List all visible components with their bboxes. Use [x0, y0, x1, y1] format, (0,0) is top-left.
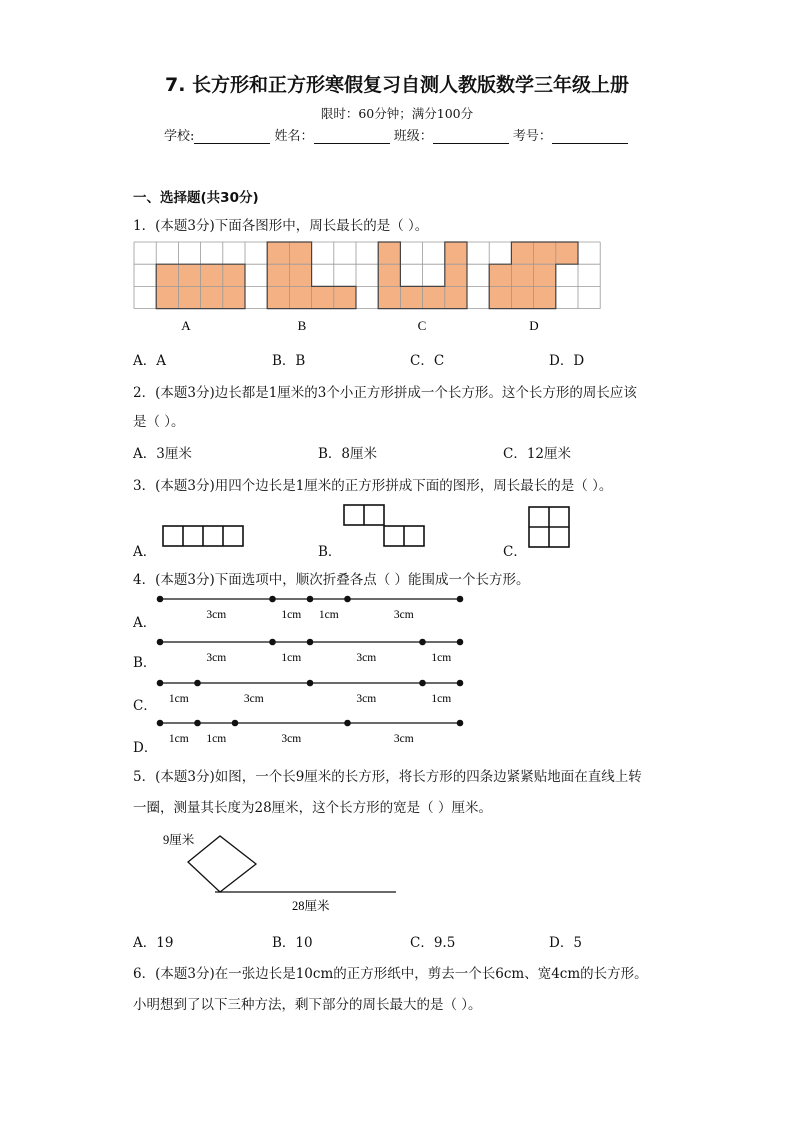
q5-option-d[interactable]: D．5	[549, 935, 582, 951]
q1-shape-d-cell	[489, 264, 511, 286]
question-3-text: 3．(本题3分)用四个边长是1厘米的正方形拼成下面的图形，周长最长的是（ ）。	[133, 478, 613, 494]
q1-shape-d-cell	[534, 264, 556, 286]
q4-point	[457, 680, 464, 687]
q1-shape-a-cell	[223, 264, 245, 286]
q1-fig-label-b: B	[297, 318, 307, 333]
q4-option-c[interactable]: C．	[133, 698, 157, 714]
q5-option-a[interactable]: A．19	[133, 935, 174, 951]
q4-segment-label: 3cm	[356, 652, 377, 664]
q4-segment-label: 1cm	[281, 652, 302, 664]
question-5-line-2: 一圈，测量其长度为28厘米，这个长方形的宽是（ ）厘米。	[133, 800, 492, 816]
q1-shape-d-cell	[489, 286, 511, 308]
q1-shape-d-cell	[556, 242, 578, 264]
q1-shape-b-cell	[289, 242, 311, 264]
q1-shape-c-cell	[445, 242, 467, 264]
q1-fig-label-c: C	[417, 318, 427, 333]
class-label: 班级：	[393, 129, 433, 144]
q4-point	[457, 596, 464, 603]
q4-segment-label: 1cm	[168, 733, 189, 745]
q4-point	[157, 720, 164, 727]
q4-point	[457, 720, 464, 727]
q3-figure-a	[162, 525, 244, 547]
q4-segment-label: 3cm	[393, 609, 414, 621]
question-2-line-2: 是（ ）。	[133, 414, 185, 430]
q4-option-d[interactable]: D．	[133, 740, 158, 756]
q1-shape-a-cell	[178, 286, 200, 308]
q4-point	[157, 639, 164, 646]
q4-segment-label: 1cm	[206, 733, 227, 745]
q3-figure-c	[528, 506, 570, 548]
q4-point	[157, 596, 164, 603]
q4-point	[344, 720, 351, 727]
q4-option-b[interactable]: B．	[133, 655, 157, 671]
student-info-line	[164, 125, 628, 144]
q2-option-b[interactable]: B．8厘米	[318, 446, 378, 462]
q1-shape-d-cell	[511, 242, 533, 264]
q4-segment-label: 3cm	[393, 733, 414, 745]
q4-point	[307, 639, 314, 646]
q4-point	[307, 680, 314, 687]
q3-option-c[interactable]: C．	[503, 544, 527, 560]
q1-shape-c-cell	[445, 286, 467, 308]
q4-segment-label: 1cm	[318, 609, 339, 621]
name-field[interactable]	[314, 130, 390, 144]
q5-label-length: 9厘米	[163, 833, 195, 847]
q4-point	[269, 596, 276, 603]
q1-shape-c-cell	[400, 286, 422, 308]
q4-segment-figures	[150, 590, 480, 750]
q4-point	[344, 596, 351, 603]
time-limit: 限时：60分钟；满分100分	[320, 106, 474, 121]
q1-shape-d-cell	[511, 286, 533, 308]
q1-grid-figure	[134, 242, 604, 342]
q1-shape-d-cell	[534, 242, 556, 264]
q1-shape-c-cell	[378, 264, 400, 286]
q2-option-a[interactable]: A．3厘米	[133, 446, 192, 462]
q4-segment-label: 1cm	[431, 693, 452, 705]
school-label: 学校:	[164, 129, 195, 144]
question-2-line-1: 2．(本题3分)边长都是1厘米的3个小正方形拼成一个长方形。这个长方形的周长应该	[133, 385, 637, 401]
q4-segment-label: 1cm	[281, 609, 302, 621]
q4-option-a[interactable]: A．	[133, 615, 157, 631]
q3-option-b[interactable]: B．	[318, 544, 342, 560]
q4-point	[419, 680, 426, 687]
q1-shape-b-cell	[289, 264, 311, 286]
q1-shape-a-cell	[223, 286, 245, 308]
q4-point	[269, 639, 276, 646]
q1-shape-d-cell	[534, 286, 556, 308]
q1-option-d[interactable]: D．D	[549, 353, 585, 369]
school-field[interactable]	[194, 130, 270, 144]
q4-segment-label: 1cm	[168, 693, 189, 705]
exam-no-field[interactable]	[552, 130, 628, 144]
q1-fig-label-d: D	[529, 318, 539, 333]
q1-shape-a-cell	[156, 264, 178, 286]
q1-shape-a-cell	[201, 286, 223, 308]
q1-shape-a-cell	[178, 264, 200, 286]
question-6-line-2: 小明想到了以下三种方法，剩下部分的周长最大的是（ ）。	[133, 997, 482, 1013]
q1-shape-d-cell	[511, 264, 533, 286]
class-field[interactable]	[433, 130, 509, 144]
q1-option-a[interactable]: A．A	[133, 353, 166, 369]
question-5-line-1: 5．(本题3分)如图，一个长9厘米的长方形，将长方形的四条边紧紧贴地面在直线上转	[133, 769, 642, 785]
q4-point	[457, 639, 464, 646]
q4-segment-label: 3cm	[206, 609, 227, 621]
q1-shape-b-cell	[267, 264, 289, 286]
q1-option-b[interactable]: B．B	[272, 353, 306, 369]
q1-shape-b-cell	[312, 286, 334, 308]
section-title: 一、选择题(共30分)	[133, 190, 259, 206]
q4-point	[307, 596, 314, 603]
q4-point	[157, 680, 164, 687]
q1-fig-label-a: A	[181, 318, 191, 333]
q1-shape-c-cell	[423, 286, 445, 308]
q4-segment-label: 3cm	[243, 693, 264, 705]
q1-shape-a-cell	[156, 286, 178, 308]
q1-shape-b-cell	[289, 286, 311, 308]
q4-segment-label: 3cm	[206, 652, 227, 664]
question-1-text: 1．(本题3分)下面各图形中，周长最长的是（ ）。	[133, 218, 429, 234]
q5-option-c[interactable]: C．9.5	[410, 935, 456, 951]
question-4-text: 4．(本题3分)下面选项中，顺次折叠各点（ ）能围成一个长方形。	[133, 572, 530, 588]
q1-shape-c-cell	[378, 286, 400, 308]
q4-segment-label: 3cm	[281, 733, 302, 745]
q4-point	[232, 720, 239, 727]
q4-point	[419, 639, 426, 646]
q1-shape-c-cell	[445, 264, 467, 286]
q4-point	[194, 680, 201, 687]
q3-option-a[interactable]: A．	[133, 544, 157, 560]
q4-segment-label: 3cm	[356, 693, 377, 705]
q1-shape-c-cell	[378, 242, 400, 264]
q1-shape-b-cell	[267, 242, 289, 264]
q1-shape-a-cell	[201, 264, 223, 286]
q2-option-c[interactable]: C．12厘米	[503, 446, 572, 462]
q5-figure	[160, 826, 405, 916]
q4-point	[194, 720, 201, 727]
page-title: 7. 长方形和正方形寒假复习自测人教版数学三年级上册	[164, 74, 630, 96]
question-6-line-1: 6．(本题3分)在一张边长是10cm的正方形纸中，剪去一个长6cm、宽4cm的长方形。	[133, 966, 648, 982]
q3-figure-b	[343, 504, 425, 548]
q5-label-total: 28厘米	[292, 899, 330, 913]
q1-shape-b-cell	[267, 286, 289, 308]
q4-segment-label: 1cm	[431, 652, 452, 664]
q1-shape-b-cell	[334, 286, 356, 308]
name-label: 姓名：	[274, 129, 314, 144]
q5-option-b[interactable]: B．10	[272, 935, 313, 951]
exam-no-label: 考号：	[512, 129, 552, 144]
q1-option-c[interactable]: C．C	[410, 353, 445, 369]
